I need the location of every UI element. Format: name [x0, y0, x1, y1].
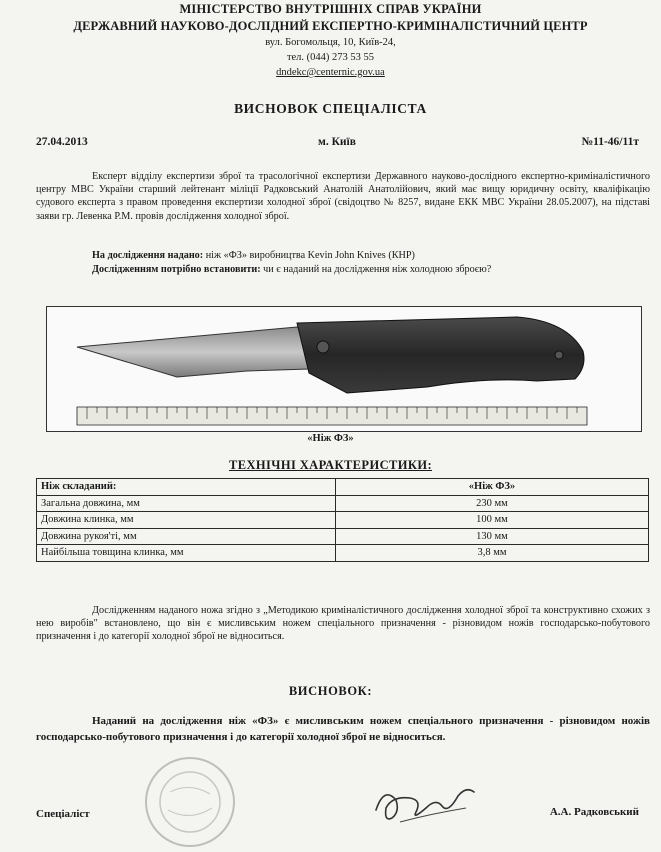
- specs-header-row: [37, 479, 649, 496]
- question-label: Дослідженням потрібно встановити:: [92, 264, 261, 275]
- document-city: м. Київ: [318, 136, 356, 148]
- specs-header-label: Ніж складаний:: [37, 479, 336, 496]
- center-address: вул. Богомольця, 10, Київ-24,: [265, 37, 396, 48]
- document-title: ВИСНОВОК СПЕЦІАЛІСТА: [234, 101, 427, 116]
- knife-photo: [46, 306, 642, 432]
- specs-header-value: «Ніж ФЗ»: [336, 479, 649, 496]
- center-email: dndekc@centernic.gov.ua: [276, 67, 385, 78]
- stamp-icon: [140, 752, 240, 852]
- lanyard-screw: [555, 351, 563, 359]
- specs-table: [36, 478, 649, 562]
- handwritten-signature-icon: [370, 778, 480, 828]
- spec-value: 100 мм: [336, 512, 649, 529]
- document-number: №11-46/11т: [581, 136, 639, 148]
- table-row: [37, 495, 649, 512]
- conclusion-text: Наданий на дослідження ніж «ФЗ» є мисливським ножем спеціального призначення - різновидом ножів господарсько-побутового призначення і до категорії холодної зброї не відноситься.: [36, 715, 650, 743]
- spec-value: 3,8 мм: [336, 545, 649, 562]
- specs-title: ТЕХНІЧНІ ХАРАКТЕРИСТИКИ:: [228, 458, 433, 472]
- pivot-screw: [317, 341, 329, 353]
- spec-label: Загальна довжина, мм: [37, 495, 336, 512]
- received-line: [92, 249, 415, 262]
- findings-paragraph: Дослідженням наданого ножа згідно з „Методикою криміналістичного дослідження холодної зброї та конструктивно схожих з нею виробів" встановлено, що він є мисливським ножем спеціального призначення - різновидом ножів господарсько-побутового призначення і до категорії холодної зброї не відноситься.: [36, 605, 650, 643]
- document-date: 27.04.2013: [36, 136, 88, 148]
- table-row: [37, 528, 649, 545]
- table-row: [37, 545, 649, 562]
- spec-label: Найбільша товщина клинка, мм: [37, 545, 336, 562]
- ministry-name: МІНІСТЕРСТВО ВНУТРІШНІХ СПРАВ УКРАЇНИ: [179, 2, 482, 16]
- received-label: На дослідження надано:: [92, 250, 204, 261]
- photo-caption: «Ніж ФЗ»: [307, 433, 354, 444]
- spec-label: Довжина клинка, мм: [37, 512, 336, 529]
- ruler: [77, 407, 587, 425]
- signature-role: Спеціаліст: [36, 808, 90, 820]
- knife-illustration: [47, 307, 641, 431]
- center-phone: тел. (044) 273 53 55: [286, 52, 375, 63]
- conclusion-title: ВИСНОВОК:: [288, 684, 373, 698]
- center-name: ДЕРЖАВНИЙ НАУКОВО-ДОСЛІДНИЙ ЕКСПЕРТНО-КРИМІНАЛІСТИЧНИЙ ЦЕНТР: [73, 19, 588, 33]
- spec-value: 130 мм: [336, 528, 649, 545]
- signatory-name: А.А. Радковський: [549, 806, 639, 818]
- question-line: [36, 263, 650, 276]
- table-row: [37, 512, 649, 529]
- question-text: чи є наданий на дослідження ніж холодною зброєю?: [260, 264, 492, 275]
- spec-label: Довжина рукоя'ті, мм: [37, 528, 336, 545]
- spec-value: 230 мм: [336, 495, 649, 512]
- received-text: ніж «ФЗ» виробництва Kevin John Knives (КНР): [203, 250, 415, 261]
- intro-paragraph: Експерт відділу експертизи зброї та трасологічної експертизи Державного науково-дослідного експертно-криміналістичного центру МВС України старший лейтенант міліції Радковський Анатолій Анатолійович, який має вищу юридичну освіту, кваліфікацію судового експерта з правом проведення експертизи холодної зброї (свідоцтво № 8257, видане ЕКК МВС України 28.05.2007), на підставі заяви гр. Левенка Р.М. провів дослідження холодної зброї.: [36, 171, 650, 222]
